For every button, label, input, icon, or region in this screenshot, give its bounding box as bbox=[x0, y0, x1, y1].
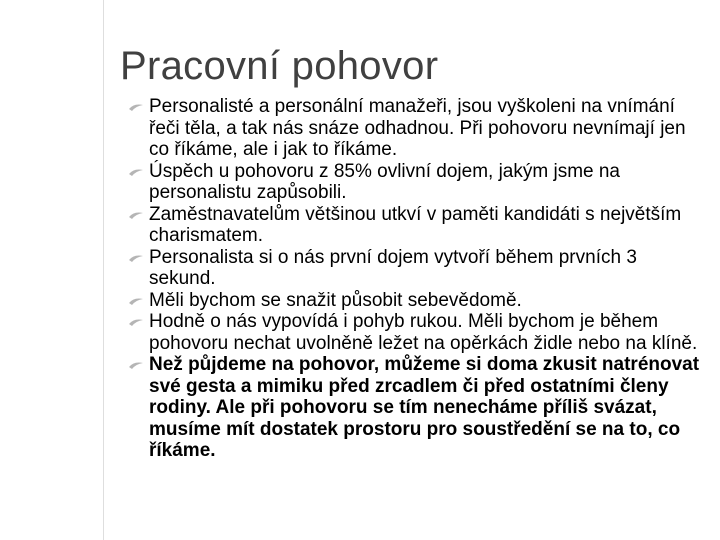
bullet-item bbox=[128, 311, 708, 354]
swoosh-bullet-icon bbox=[128, 210, 144, 220]
swoosh-bullet-icon bbox=[128, 317, 144, 327]
bullet-item bbox=[128, 290, 708, 312]
left-divider-line bbox=[103, 0, 104, 540]
swoosh-bullet-icon bbox=[128, 296, 144, 306]
swoosh-bullet-icon bbox=[128, 253, 144, 263]
bullet-item bbox=[128, 247, 708, 290]
bullet-text: Personalista si o nás první dojem vytvoří během prvních 3 sekund. bbox=[149, 246, 637, 289]
bullet-text: Personalisté a personální manažeři, jsou vyškoleni na vnímání řeči těla, a tak nás snáze odhadnou. Při pohovoru nevnímají jen co říkáme, ale i jak to říkáme. bbox=[149, 96, 686, 160]
bullet-text: Úspěch u pohovoru z 85% ovlivní dojem, jakým jsme na personalistu zapůsobili. bbox=[149, 160, 621, 203]
bullet-text: Hodně o nás vypovídá i pohyb rukou. Měli bychom je během pohovoru nechat uvolněně ležet na opěrkách židle nebo na klíně. bbox=[149, 311, 698, 354]
bullet-item bbox=[128, 96, 708, 161]
bullet-item bbox=[128, 204, 708, 247]
swoosh-bullet-icon bbox=[128, 360, 144, 370]
slide-title: Pracovní pohovor bbox=[120, 44, 439, 88]
bullet-item bbox=[128, 161, 708, 204]
swoosh-bullet-icon bbox=[128, 102, 144, 112]
bullet-text: Měli bychom se snažit působit sebevědomě. bbox=[149, 289, 522, 311]
bullet-text: Než půjdeme na pohovor, můžeme si doma zkusit natrénovat své gesta a mimiku před zrcadlem či před ostatními členy rodiny. Ale při pohovoru se tím nenecháme příliš svázat, musíme mít dostatek prostoru pro soustředění se na to, co říkáme. bbox=[149, 354, 700, 461]
bullet-item bbox=[128, 354, 708, 462]
bullet-list bbox=[128, 96, 708, 462]
swoosh-bullet-icon bbox=[128, 167, 144, 177]
bullet-text: Zaměstnavatelům většinou utkví v paměti kandidáti s největším charismatem. bbox=[149, 203, 682, 246]
